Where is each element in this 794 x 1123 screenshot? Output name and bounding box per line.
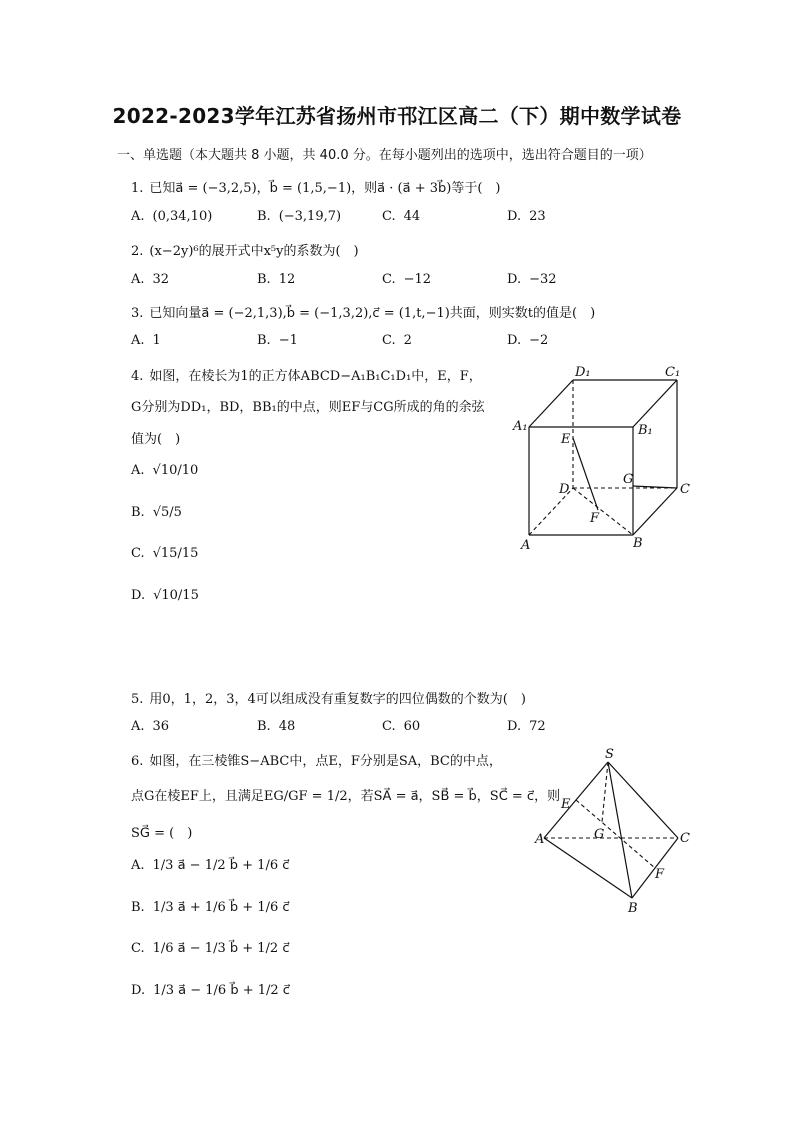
question-number: 6. <box>131 754 144 769</box>
segment-sg-hidden <box>602 762 608 822</box>
exam-title: 2022-2023学年江苏省扬州市邗江区高二（下）期中数学试卷 <box>112 104 682 128</box>
question-6 <box>131 750 502 769</box>
diagonal-db-hidden <box>573 488 633 535</box>
label-f: F <box>655 867 665 882</box>
label-d1: D₁ <box>575 365 591 380</box>
option-a: A. 36 <box>131 719 170 734</box>
question-3 <box>131 302 595 321</box>
question-2 <box>131 240 359 259</box>
question-4 <box>131 365 482 384</box>
option-c: C. 44 <box>382 209 421 224</box>
question-number: 3. <box>131 306 144 321</box>
option-a: A. 1 <box>131 333 161 348</box>
option-d: D. 72 <box>507 719 546 734</box>
label-a1: A₁ <box>513 419 528 434</box>
question-stem-line-1: 如图，在棱长为1的正方体ABCD−A₁B₁C₁D₁中，E，F， <box>149 369 482 384</box>
section-heading: 一、单选题（本大题共 8 小题，共 40.0 分。在每小题列出的选项中，选出符合题目的一项） <box>117 148 652 163</box>
option-b: B. 1/3 a⃗ + 1/6 b⃗ + 1/6 c⃗ <box>131 900 290 915</box>
question-4-line-2: G分别为DD₁，BD，BB₁的中点，则EF与CG所成的角的余弦 <box>131 400 485 415</box>
option-c: C. √15/15 <box>131 546 199 561</box>
label-s: S <box>605 747 614 762</box>
option-d: D. 1/3 a⃗ − 1/6 b⃗ + 1/2 c⃗ <box>131 983 290 998</box>
question-stem-line-1: 如图，在三棱锥S−ABC中，点E，F分别是SA，BC的中点， <box>149 754 502 769</box>
label-e: E <box>561 797 571 812</box>
segment-ef <box>573 438 598 510</box>
question-number: 4. <box>131 369 144 384</box>
edge-sc <box>608 762 678 838</box>
question-stem: 用0，1，2，3，4可以组成没有重复数字的四位偶数的个数为( ) <box>149 692 526 707</box>
question-number: 5. <box>131 692 144 707</box>
option-b: B. √5/5 <box>131 505 182 520</box>
option-d: D. 23 <box>507 209 546 224</box>
option-c: C. −12 <box>382 272 432 287</box>
question-5 <box>131 688 526 707</box>
label-e: E <box>561 432 571 447</box>
question-stem: (x−2y)⁶的展开式中x⁵y的系数为( ) <box>149 244 359 259</box>
option-a: A. (0,34,10) <box>131 209 213 224</box>
label-g: G <box>623 472 634 487</box>
question-6-line-2: 点G在棱EF上，且满足EG/GF = 1/2，若SA⃗ = a⃗，SB⃗ = b⃗，SC⃗ = c⃗，则 <box>131 789 561 804</box>
edge-sb <box>608 762 632 898</box>
option-b: B. 48 <box>257 719 296 734</box>
option-b: B. 12 <box>257 272 296 287</box>
option-a: A. 1/3 a⃗ − 1/2 b⃗ + 1/6 c⃗ <box>131 858 290 873</box>
label-b: B <box>633 536 643 551</box>
option-a: A. √10/10 <box>131 463 199 478</box>
edge-a1d1 <box>529 380 573 427</box>
label-b: B <box>628 901 638 916</box>
question-number: 2. <box>131 244 144 259</box>
question-stem: 已知a⃗ = (−3,2,5)，b⃗ = (1,5,−1)，则a⃗ · (a⃗ + 3b⃗)等于( ) <box>149 181 501 196</box>
edge-bc <box>633 488 677 535</box>
option-b: B. (−3,19,7) <box>257 209 342 224</box>
label-c: C <box>680 831 690 846</box>
question-4-line-3: 值为( ) <box>131 432 181 447</box>
cube-figure <box>505 360 705 555</box>
question-1 <box>131 177 500 196</box>
option-c: C. 1/6 a⃗ − 1/3 b⃗ + 1/2 c⃗ <box>131 941 290 956</box>
label-a: A <box>521 538 531 553</box>
option-c: C. 2 <box>382 333 412 348</box>
label-c1: C₁ <box>665 365 681 380</box>
edge-ab <box>544 838 632 898</box>
option-c: C. 60 <box>382 719 421 734</box>
option-d: D. √10/15 <box>131 588 199 603</box>
option-b: B. −1 <box>257 333 298 348</box>
question-number: 1. <box>131 181 144 196</box>
option-a: A. 32 <box>131 272 170 287</box>
option-d: D. −32 <box>507 272 557 287</box>
label-f: F <box>590 511 600 526</box>
question-6-line-3: SG⃗ = ( ) <box>131 826 193 841</box>
segment-ef-hidden <box>576 800 655 868</box>
question-stem: 已知向量a⃗ = (−2,1,3),b⃗ = (−1,3,2),c⃗ = (1,t,−1)共面，则实数t的值是( ) <box>149 306 596 321</box>
label-d: D <box>559 482 570 497</box>
label-c: C <box>680 482 690 497</box>
edge-b1c1 <box>633 380 677 427</box>
option-d: D. −2 <box>507 333 549 348</box>
label-g: G <box>594 827 605 842</box>
tetrahedron-figure <box>530 745 705 920</box>
label-b1: B₁ <box>638 423 653 438</box>
label-a: A <box>535 832 545 847</box>
